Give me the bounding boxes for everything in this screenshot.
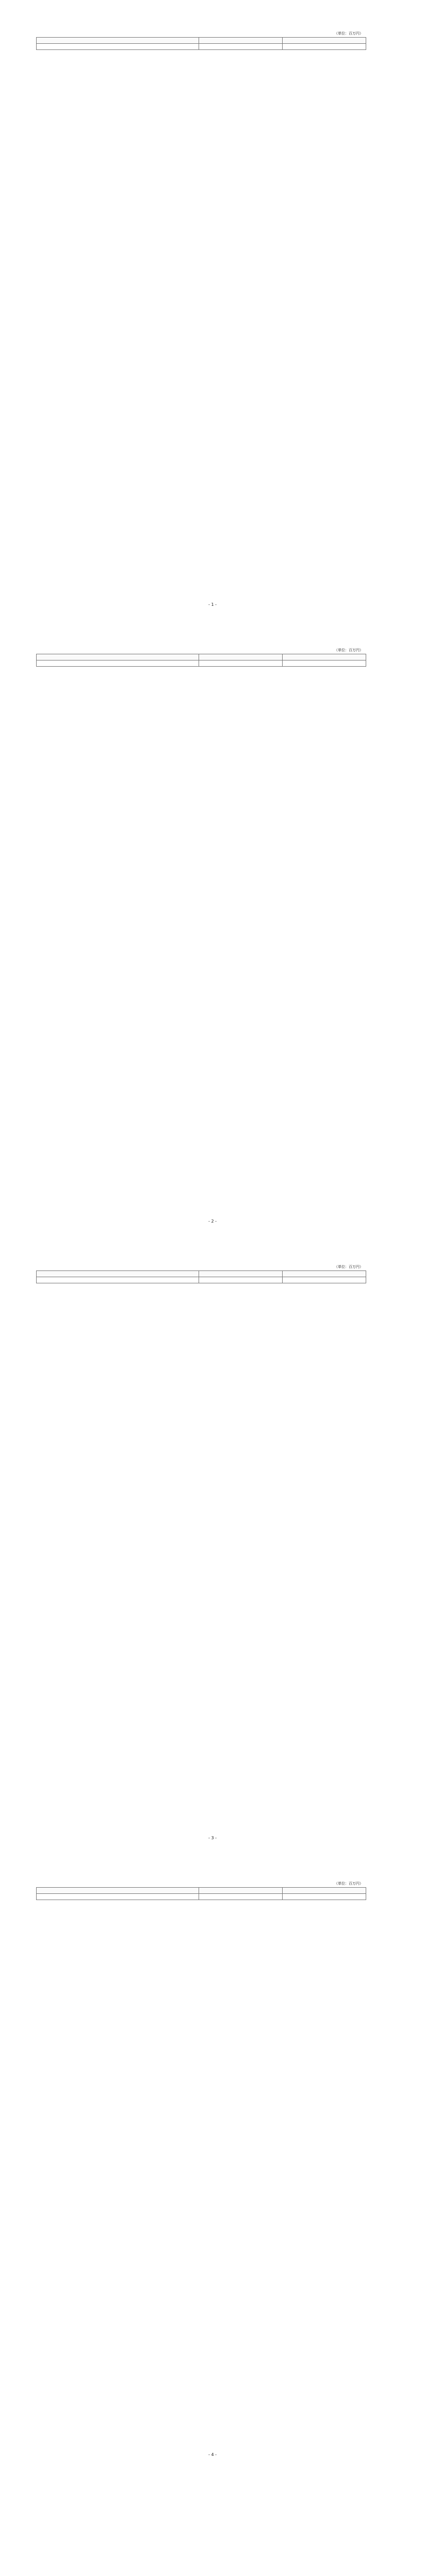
- row-prev-value: [199, 44, 282, 50]
- row-label: [37, 1894, 199, 1900]
- page-number: - 2 -: [208, 1219, 217, 1224]
- column-header-curr: [282, 1271, 366, 1277]
- column-header-label: [37, 1888, 199, 1894]
- column-header-prev: [199, 1888, 282, 1894]
- column-header-prev: [199, 654, 282, 660]
- financial-table: [36, 37, 366, 50]
- table-row: [37, 1894, 366, 1900]
- row-label: [37, 660, 199, 667]
- row-prev-value: [199, 1277, 282, 1283]
- row-label: [37, 1277, 199, 1283]
- table-row: [37, 660, 366, 667]
- page-2: [0, 617, 425, 1233]
- financial-table: [36, 654, 366, 667]
- column-header-label: [37, 38, 199, 44]
- row-curr-value: [282, 1277, 366, 1283]
- column-header-prev: [199, 1271, 282, 1277]
- page-3: [0, 1233, 425, 1850]
- page-number: - 1 -: [208, 602, 217, 607]
- page-4: [0, 1850, 425, 2467]
- row-curr-value: [282, 44, 366, 50]
- row-label: [37, 44, 199, 50]
- column-header-label: [37, 1271, 199, 1277]
- page-5: [0, 2467, 425, 2576]
- column-header-curr: [282, 654, 366, 660]
- row-curr-value: [282, 660, 366, 667]
- row-curr-value: [282, 1894, 366, 1900]
- page-number: - 4 -: [208, 2452, 217, 2457]
- column-header-prev: [199, 38, 282, 44]
- unit-label: （単位：百万円）: [334, 648, 363, 652]
- table-row: [37, 44, 366, 50]
- table-row: [37, 1277, 366, 1283]
- unit-label: （単位：百万円）: [334, 1265, 363, 1269]
- unit-label: （単位：百万円）: [334, 31, 363, 36]
- page-number: - 3 -: [208, 1836, 217, 1840]
- unit-label: （単位：百万円）: [334, 1882, 363, 1886]
- financial-table: [36, 1270, 366, 1283]
- financial-table: [36, 1887, 366, 1900]
- row-prev-value: [199, 660, 282, 667]
- column-header-curr: [282, 1888, 366, 1894]
- page-1: [0, 0, 425, 617]
- column-header-label: [37, 654, 199, 660]
- row-prev-value: [199, 1894, 282, 1900]
- column-header-curr: [282, 38, 366, 44]
